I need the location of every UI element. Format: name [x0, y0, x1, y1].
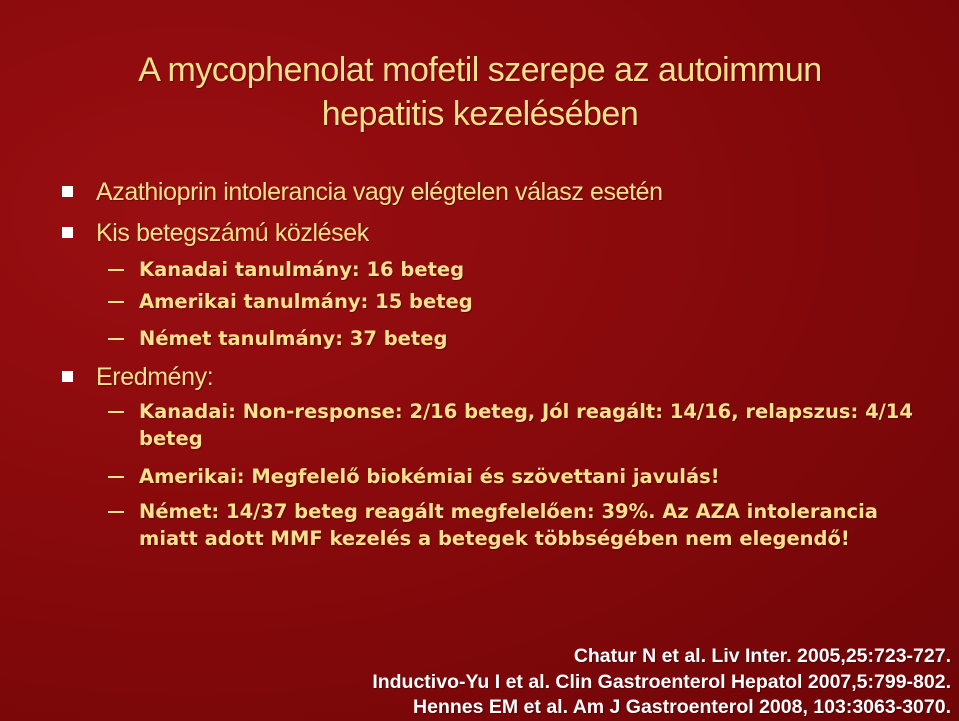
title-line-2: hepatitis kezelésében [321, 95, 639, 133]
square-bullet-icon [62, 371, 73, 382]
bullet-text: Eredmény: [96, 363, 214, 391]
references [372, 644, 951, 721]
sub-item-text: Német: 14/37 beteg reagált megfelelően: 39%. Az AZA intolerancia miatt adott MMF kezelés a betegek többségében nem elegendő! [139, 500, 878, 550]
reference-1: Chatur N et al. Liv Inter. 2005,25:723-727. [573, 645, 951, 667]
sub-item-text: Német tanulmány: 37 beteg [139, 327, 448, 350]
sub-item-text: Kanadai tanulmány: 16 beteg [139, 258, 465, 281]
sub-item-text: Amerikai tanulmány: 15 beteg [139, 290, 473, 313]
slide-title [40, 48, 920, 136]
dash-icon [108, 338, 124, 340]
reference-2: Inductivo-Yu I et al. Clin Gastroenterol Hepatol 2007,5:799-802. [372, 670, 951, 693]
sub-item-text: Amerikai: Megfelelő biokémiai és szövettani javulás! [139, 465, 720, 488]
dash-icon [108, 511, 124, 513]
bullet-text: Kis betegszámú közlések [96, 219, 369, 247]
dash-icon [108, 411, 124, 413]
dash-icon [108, 301, 124, 303]
title-line-1: A mycophenolat mofetil szerepe az autoimmun [138, 51, 822, 89]
bullet-text: Azathioprin intolerancia vagy elégtelen válasz esetén [96, 178, 663, 206]
reference-3: Hennes EM et al. Am J Gastroenterol 2008, 103:3063-3070. [413, 696, 951, 718]
dash-icon [108, 269, 124, 271]
square-bullet-icon [62, 227, 73, 238]
dash-icon [108, 476, 124, 478]
square-bullet-icon [62, 186, 73, 197]
sub-item-text: Kanadai: Non-response: 2/16 beteg, Jól reagált: 14/16, relapszus: 4/14 beteg [139, 400, 913, 450]
